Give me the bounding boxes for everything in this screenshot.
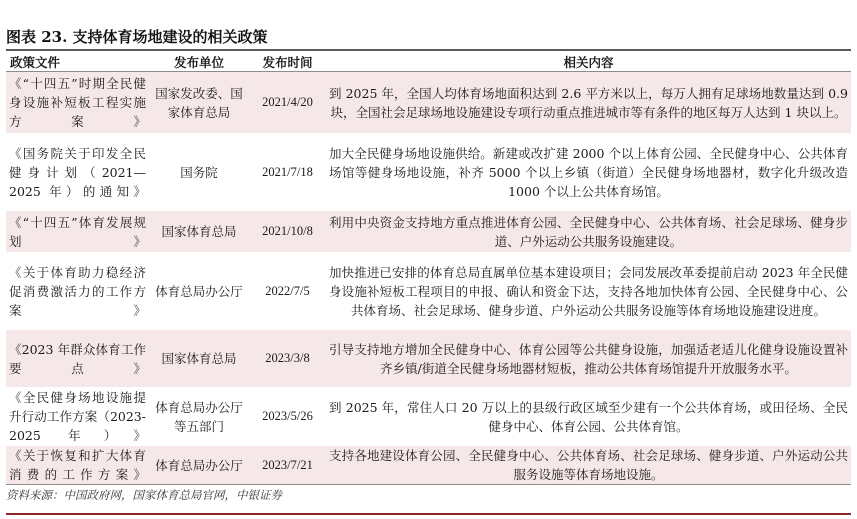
cell-content: 引导支持地方增加全民健身中心、体育公园等公共健身设施，加强适老适儿化健身设施设置补齐乡镇/街道全民健身场地器材短板，推动公共体育场馆提升开放服务水平。 <box>326 330 851 388</box>
header-document: 政策文件 <box>6 52 149 72</box>
cell-document: 《全民健身场地设施提升行动工作方案（2023-2025 年）》 <box>6 388 149 446</box>
cell-date: 2021/10/8 <box>249 211 326 253</box>
table-header-row <box>6 52 851 72</box>
cell-unit: 体育总局办公厅等五部门 <box>149 388 249 446</box>
cell-date: 2021/4/20 <box>249 72 326 134</box>
table-row <box>6 72 851 134</box>
cell-date: 2023/3/8 <box>249 330 326 388</box>
cell-content: 加大全民健身场地设施供给。新建或改扩建 2000 个以上体育公园、全民健身中心、公共体育场馆等健身场地设施，补齐 5000 个以上乡镇（街道）全民健身场地器材，数字化升级改造 1000 个以上公共体育场馆。 <box>326 134 851 211</box>
cell-document: 《国务院关于印发全民健身计划（2021—2025 年）的通知》 <box>6 134 149 211</box>
policy-table <box>6 52 851 485</box>
table-row <box>6 253 851 330</box>
cell-document: 《“十四五”时期全民健身设施补短板工程实施方案》 <box>6 72 149 134</box>
cell-unit: 国务院 <box>149 134 249 211</box>
cell-unit: 体育总局办公厅 <box>149 446 249 485</box>
cell-unit: 国家体育总局 <box>149 330 249 388</box>
cell-content: 支持各地建设体育公园、全民健身中心、公共体育场、社会足球场、健身步道、户外运动公共服务设施等体育场地设施。 <box>326 446 851 485</box>
header-content: 相关内容 <box>326 52 851 72</box>
table-row <box>6 330 851 388</box>
cell-content: 到 2025 年，全国人均体育场地面积达到 2.6 平方米以上，每万人拥有足球场地数量达到 0.9 块，全国社会足球场地设施建设专项行动重点推进城市等有条件的地区每万人达到 1 块以上。 <box>326 72 851 134</box>
cell-document: 《关于恢复和扩大体育消费的工作方案》 <box>6 446 149 485</box>
header-unit: 发布单位 <box>149 52 249 72</box>
source-note: 资料来源：中国政府网，国家体育总局官网，中银证券 <box>6 488 282 502</box>
cell-unit: 国家发改委、国家体育总局 <box>149 72 249 134</box>
cell-date: 2023/7/21 <box>249 446 326 485</box>
title-rule <box>6 49 851 51</box>
cell-date: 2023/5/26 <box>249 388 326 446</box>
table-row <box>6 134 851 211</box>
cell-content: 利用中央资金支持地方重点推进体育公园、全民健身中心、公共体育场、社会足球场、健身步道、户外运动公共服务设施建设。 <box>326 211 851 253</box>
cell-document: 《“十四五”体育发展规划》 <box>6 211 149 253</box>
cell-unit: 体育总局办公厅 <box>149 253 249 330</box>
cell-content: 到 2025 年，常住人口 20 万以上的县级行政区域至少建有一个公共体育场，或田径场、全民健身中心、体育公园、公共体育馆。 <box>326 388 851 446</box>
table-row <box>6 446 851 485</box>
cell-content: 加快推进已安排的体育总局直属单位基本建设项目；会同发展改革委提前启动 2023 年全民健身设施补短板工程项目的申报、确认和资金下达，支持各地加快体育公园、全民健身中心、公共体育场、社会足球场、健身步道、户外运动公共服务设施等体育场地设施建设进度。 <box>326 253 851 330</box>
cell-date: 2021/7/18 <box>249 134 326 211</box>
cell-unit: 国家体育总局 <box>149 211 249 253</box>
table-bottom-rule <box>6 484 851 485</box>
table-row <box>6 211 851 253</box>
cell-document: 《关于体育助力稳经济促消费激活力的工作方案》 <box>6 253 149 330</box>
figure-title: 图表 23. 支持体育场地建设的相关政策 <box>6 28 268 46</box>
header-date: 发布时间 <box>249 52 326 72</box>
footer-rule <box>6 513 851 515</box>
cell-document: 《2023 年群众体育工作要点》 <box>6 330 149 388</box>
table-row <box>6 388 851 446</box>
cell-date: 2022/7/5 <box>249 253 326 330</box>
